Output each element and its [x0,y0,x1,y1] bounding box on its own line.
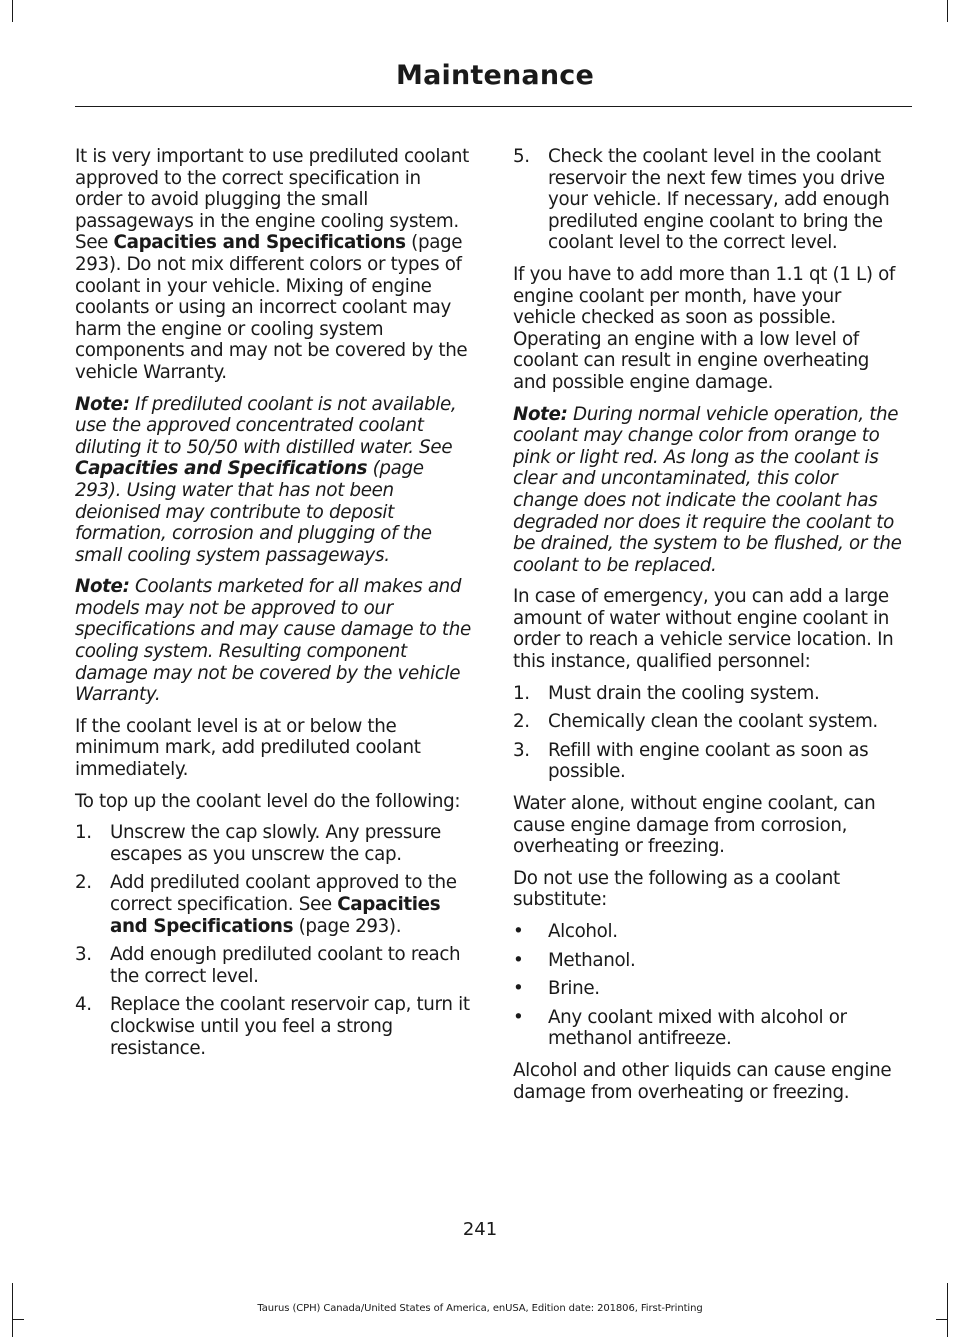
capacities-link[interactable]: Capacities and Specifications [110,894,441,937]
intro-text-cont: Do not mix different colors or types of coolant in your vehicle. Mixing of engine coolants or using an incorrect coolant may harm the engine or cooling system components and may not be covered by the vehicle Warranty. [75,253,468,383]
step-number: 2. [75,872,92,894]
capacities-link[interactable]: Capacities and Specifications [113,232,406,254]
crop-mark-top-right [947,0,948,22]
list-item [513,740,907,783]
note-paragraph [75,394,473,567]
capacities-link[interactable]: Capacities and Specifications [75,458,368,480]
body-paragraph: Alcohol and other liquids can cause engine damage from overheating or freezing. [513,1059,892,1103]
list-item [75,994,473,1059]
list-item [513,978,907,1000]
list-item [513,711,907,733]
body-paragraph: If you have to add more than 1.1 qt (1 L) of engine coolant per month, have your vehicle checked as soon as possible. Operating an engine with a low level of coolant can result in engine overheating and possible engine damage. [513,263,896,393]
list-item [513,683,907,705]
list-item [513,950,907,972]
crop-mark-bottom-left-h [12,1319,24,1320]
top-up-steps-cont [513,146,907,254]
note-text: During normal vehicle operation, the coolant may change color from orange to pink or light red. As long as the coolant is clear and uncontaminated, this color change does not indicate the coolant has degraded nor does it require the coolant to be drained, the system to be flushed, or the coolant to be replaced. [513,403,902,576]
list-item [75,872,473,937]
body-paragraph: Water alone, without engine coolant, can cause engine damage from corrosion, overheating or freezing. [513,793,876,858]
note-text: Coolants marketed for all makes and models may not be approved to our specifications and may cause damage to the cooling system. Resulting component damage may not be covered by the vehicle Warranty. [75,576,471,706]
step-text: Must drain the cooling system. [548,682,820,704]
body-paragraph: Do not use the following as a coolant substitute: [513,867,840,911]
page-ref: (page 293). [75,232,463,275]
bullet-icon: • [513,949,524,971]
crop-mark-bottom-right-h [936,1319,948,1320]
note-text-cont: Using water that has not been deionised may contribute to deposit formation, corrosion and plugging of the small cooling system passageways. [75,479,432,566]
step-number: 5. [513,146,530,167]
left-column [75,146,473,1069]
body-paragraph: If the coolant level is at or below the minimum mark, add prediluted coolant immediately. [75,715,421,781]
bullet-text: Methanol. [548,949,636,971]
step-number: 3. [75,944,92,966]
crop-mark-top-left [12,0,13,22]
bullet-icon: • [513,921,524,942]
list-item [513,1007,907,1050]
note-label: Note: [75,393,130,415]
step-number: 3. [513,739,530,761]
substitute-bullets [513,921,907,1050]
top-up-steps [75,822,473,1059]
note-paragraph [513,404,907,577]
footer-edition: Taurus (CPH) Canada/United States of America, enUSA, Edition date: 201806, First-Printing [257,1303,703,1314]
list-item [513,146,907,254]
page-ref: (page 293). [293,915,402,937]
bullet-text: Brine. [548,978,600,1000]
page-ref: (page 293). [75,458,424,501]
step-number: 1. [75,822,92,844]
note-text: If prediluted coolant is not available, use the approved concentrated coolant diluting it to 50/50 with distilled water. See [75,393,457,458]
body-paragraph: In case of emergency, you can add a large amount of water without engine coolant in order to reach a vehicle service location. In this instance, qualified personnel: [513,586,894,673]
bullet-icon: • [513,978,524,1000]
step-text: Chemically clean the coolant system. [548,711,878,733]
step-number: 2. [513,711,530,733]
step-text: Unscrew the cap slowly. Any pressure escapes as you unscrew the cap. [110,822,441,865]
step-text: Add prediluted coolant approved to the correct specification. See [110,872,457,915]
step-number: 4. [75,994,92,1016]
right-column [513,146,907,1113]
step-text: Check the coolant level in the coolant reservoir the next few times you drive your vehicle. If necessary, add enough prediluted engine coolant to bring the coolant level to the correct level. [548,146,890,254]
emergency-steps [513,683,907,783]
list-item [513,921,907,943]
body-paragraph: To top up the coolant level do the following: [75,790,461,812]
bullet-icon: • [513,1006,524,1028]
section-title: Maintenance [396,60,594,91]
intro-text: It is very important to use prediluted coolant approved to the correct specification in order to avoid plugging the small passageways in the engine cooling system. See [75,146,469,254]
note-label: Note: [513,403,568,425]
bullet-text: Alcohol. [548,921,618,942]
header-divider [75,106,912,107]
step-number: 1. [513,682,530,704]
step-text: Replace the coolant reservoir cap, turn it clockwise until you feel a strong resistance. [110,994,470,1059]
page-number: 241 [462,1219,498,1240]
list-item [75,944,473,987]
bullet-text: Any coolant mixed with alcohol or methanol antifreeze. [548,1006,847,1050]
list-item [75,822,473,865]
note-paragraph [75,576,473,706]
step-text: Add enough prediluted coolant to reach the correct level. [110,944,461,987]
note-label: Note: [75,576,130,598]
intro-paragraph [75,146,473,384]
step-text: Refill with engine coolant as soon as possible. [548,739,869,783]
